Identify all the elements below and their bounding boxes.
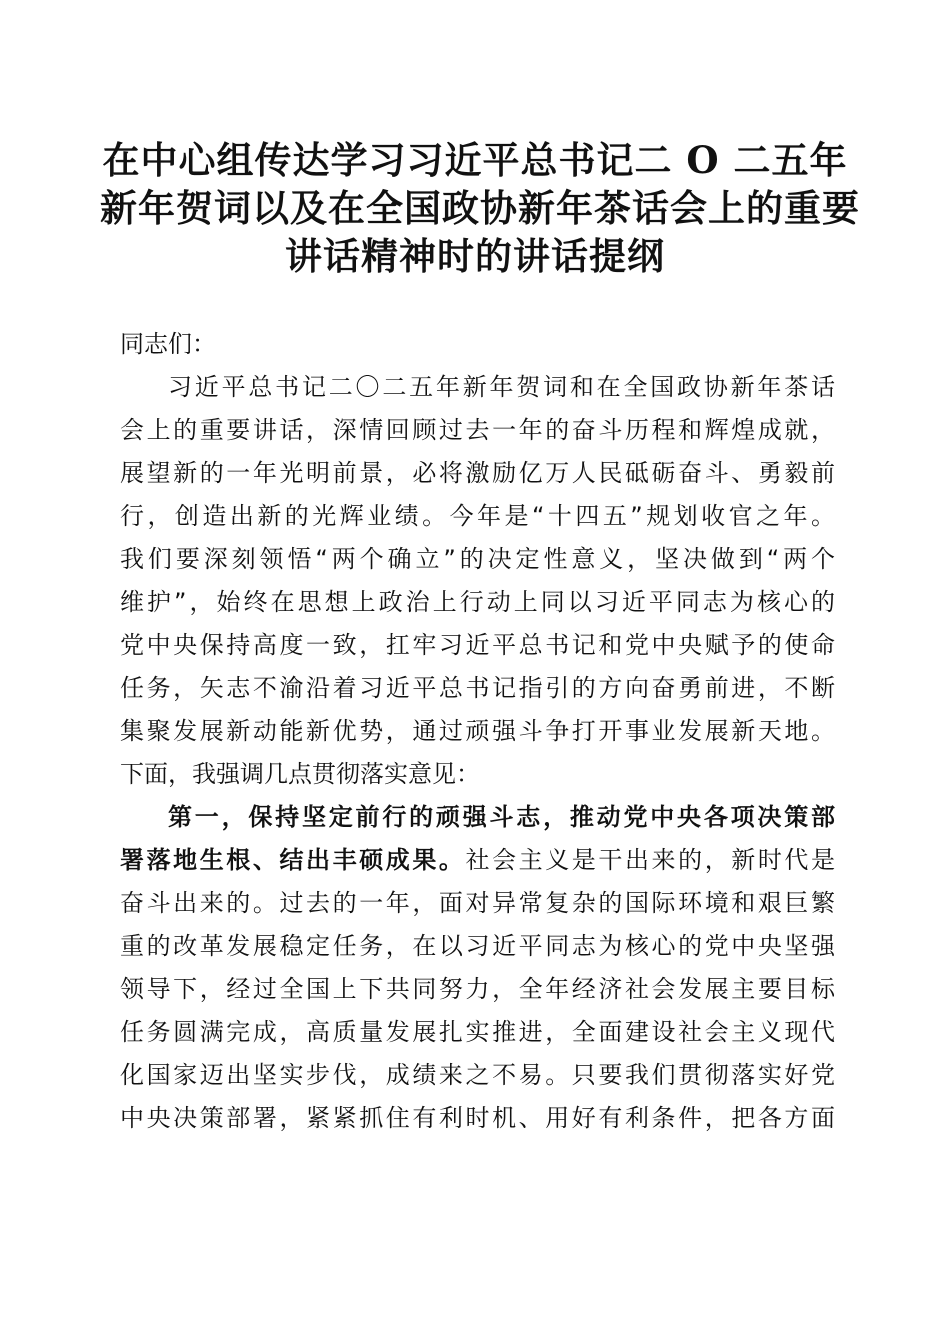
document-body: [120, 323, 835, 1140]
paragraph-2: [120, 796, 835, 1140]
paragraph-line: 中央决策部署，紧紧抓住有利时机、用好有利条件，把各方面: [120, 1104, 835, 1132]
paragraph-line: 我们要深刻领悟“两个确立”的决定性意义，坚决做到“两个: [120, 545, 835, 573]
paragraph-line: [120, 839, 835, 882]
paragraph-line: 任务圆满完成，高质量发展扎实推进，全面建设社会主义现代: [120, 1018, 835, 1046]
paragraph-line: 化国家迈出坚实步伐，成绩来之不易。只要我们贯彻落实好党: [120, 1061, 835, 1089]
paragraph-line: 集聚发展新动能新优势，通过顽强斗争打开事业发展新天地。: [120, 717, 835, 745]
document-title: [100, 136, 860, 280]
title-line: 在中心组传达学习习近平总书记二 O 二五年: [102, 138, 848, 182]
paragraph-line: 领导下，经过全国上下共同努力，全年经济社会发展主要目标: [120, 975, 835, 1003]
paragraph-line: 奋斗出来的。过去的一年，面对异常复杂的国际环境和艰巨繁: [120, 889, 835, 917]
paragraph-text: 社会主义是干出来的，新时代是: [465, 846, 835, 874]
paragraph-line: 行，创造出新的光辉业绩。今年是“十四五”规划收官之年。: [120, 502, 835, 530]
paragraph-line: 党中央保持高度一致，扛牢习近平总书记和党中央赋予的使命: [120, 631, 835, 659]
paragraph-line: 任务，矢志不渝沿着习近平总书记指引的方向奋勇前进，不断: [120, 674, 835, 702]
paragraph-line: 下面，我强调几点贯彻落实意见：: [120, 760, 480, 788]
paragraph-line: 维护”，始终在思想上政治上行动上同以习近平同志为核心的: [120, 588, 835, 616]
paragraph-line: 习近平总书记二〇二五年新年贺词和在全国政协新年茶话: [168, 373, 835, 401]
paragraph-heading-end: 署落地生根、结出丰硕成果。: [120, 846, 466, 874]
paragraph-line: 会上的重要讲话，深情回顾过去一年的奋斗历程和辉煌成就，: [120, 416, 835, 444]
salutation: 同志们：: [120, 330, 216, 358]
paragraph-line: 重的改革发展稳定任务，在以习近平同志为核心的党中央坚强: [120, 932, 835, 960]
paragraph-heading-line: 第一，保持坚定前行的顽强斗志，推动党中央各项决策部: [168, 803, 835, 831]
paragraph-1: [120, 366, 835, 796]
title-line: 新年贺词以及在全国政协新年茶话会上的重要: [100, 186, 860, 230]
paragraph-line: 展望新的一年光明前景，必将激励亿万人民砥砺奋斗、勇毅前: [120, 459, 835, 487]
title-line: 讲话精神时的讲话提纲: [285, 234, 665, 278]
